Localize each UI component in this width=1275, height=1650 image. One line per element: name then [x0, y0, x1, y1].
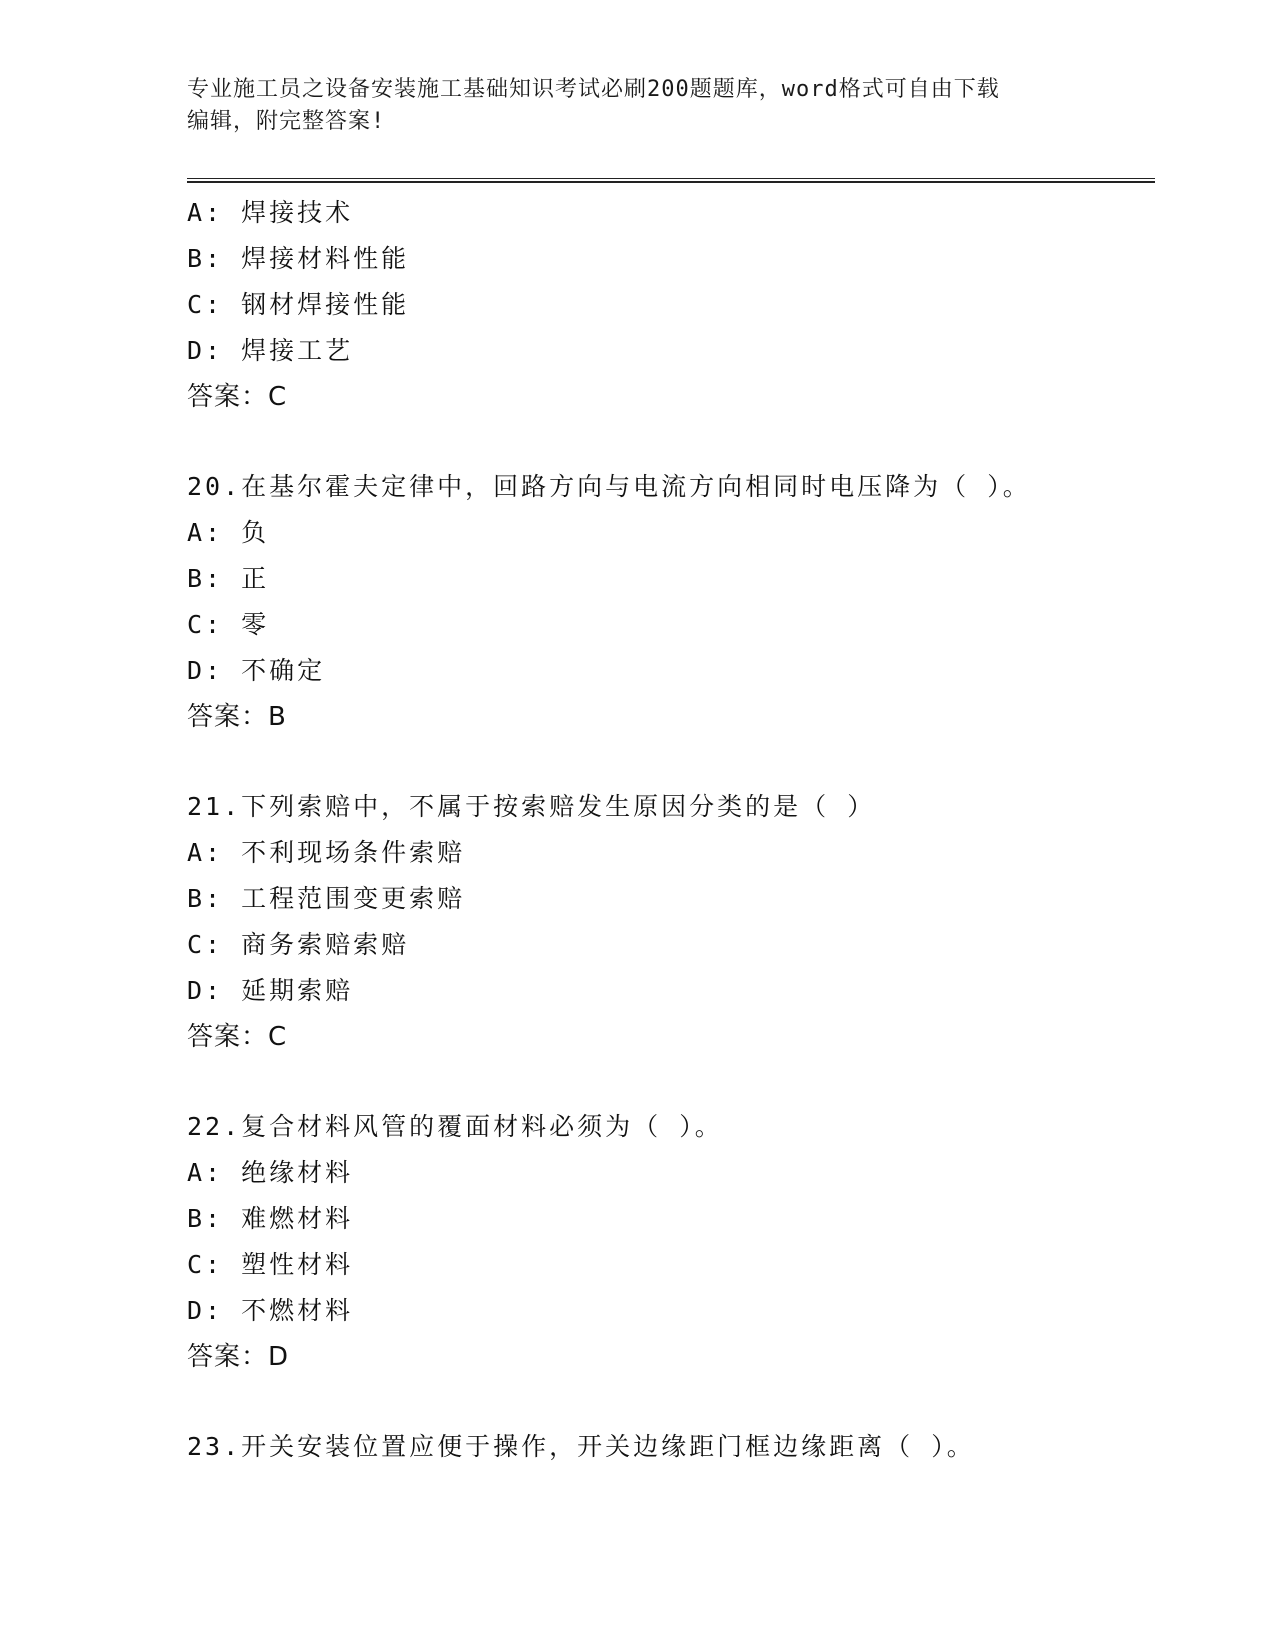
option-d: D: 不确定 — [187, 656, 326, 685]
question-20 — [187, 464, 1155, 740]
question-stem: 20.在基尔霍夫定律中，回路方向与电流方向相同时电压降为（ ）。 — [187, 472, 1031, 501]
question-19-continued — [187, 190, 1155, 420]
answer: 答案：C — [187, 1022, 288, 1052]
question-list — [187, 190, 1155, 1470]
answer: 答案：C — [187, 382, 288, 412]
header-divider — [187, 178, 1155, 183]
question-23 — [187, 1424, 1155, 1470]
option-d: D: 不燃材料 — [187, 1296, 354, 1325]
option-b: B: 焊接材料性能 — [187, 244, 410, 273]
question-stem: 23.开关安装位置应便于操作，开关边缘距门框边缘距离（ ）。 — [187, 1432, 975, 1461]
option-a: A: 负 — [187, 518, 270, 547]
spacer — [187, 1380, 1155, 1424]
question-22 — [187, 1104, 1155, 1380]
option-b: B: 正 — [187, 564, 270, 593]
spacer — [187, 1060, 1155, 1104]
page-header — [187, 74, 1087, 138]
option-b: B: 工程范围变更索赔 — [187, 884, 466, 913]
option-c: C: 钢材焊接性能 — [187, 290, 410, 319]
option-d: D: 焊接工艺 — [187, 336, 354, 365]
option-c: C: 商务索赔索赔 — [187, 930, 410, 959]
answer: 答案：D — [187, 1342, 290, 1372]
option-d: D: 延期索赔 — [187, 976, 354, 1005]
spacer — [187, 420, 1155, 464]
option-c: C: 塑性材料 — [187, 1250, 354, 1279]
option-c: C: 零 — [187, 610, 270, 639]
option-a: A: 焊接技术 — [187, 198, 354, 227]
option-b: B: 难燃材料 — [187, 1204, 354, 1233]
header-title-line-2: 编辑，附完整答案! — [187, 109, 386, 134]
answer: 答案：B — [187, 702, 287, 732]
question-21 — [187, 784, 1155, 1060]
question-stem: 21.下列索赔中，不属于按索赔发生原因分类的是（ ） — [187, 792, 876, 821]
question-stem: 22.复合材料风管的覆面材料必须为（ ）。 — [187, 1112, 723, 1141]
spacer — [187, 740, 1155, 784]
header-title-line-1: 专业施工员之设备安装施工基础知识考试必刷200题题库，word格式可自由下载 — [187, 77, 1000, 102]
option-a: A: 绝缘材料 — [187, 1158, 354, 1187]
option-a: A: 不利现场条件索赔 — [187, 838, 466, 867]
